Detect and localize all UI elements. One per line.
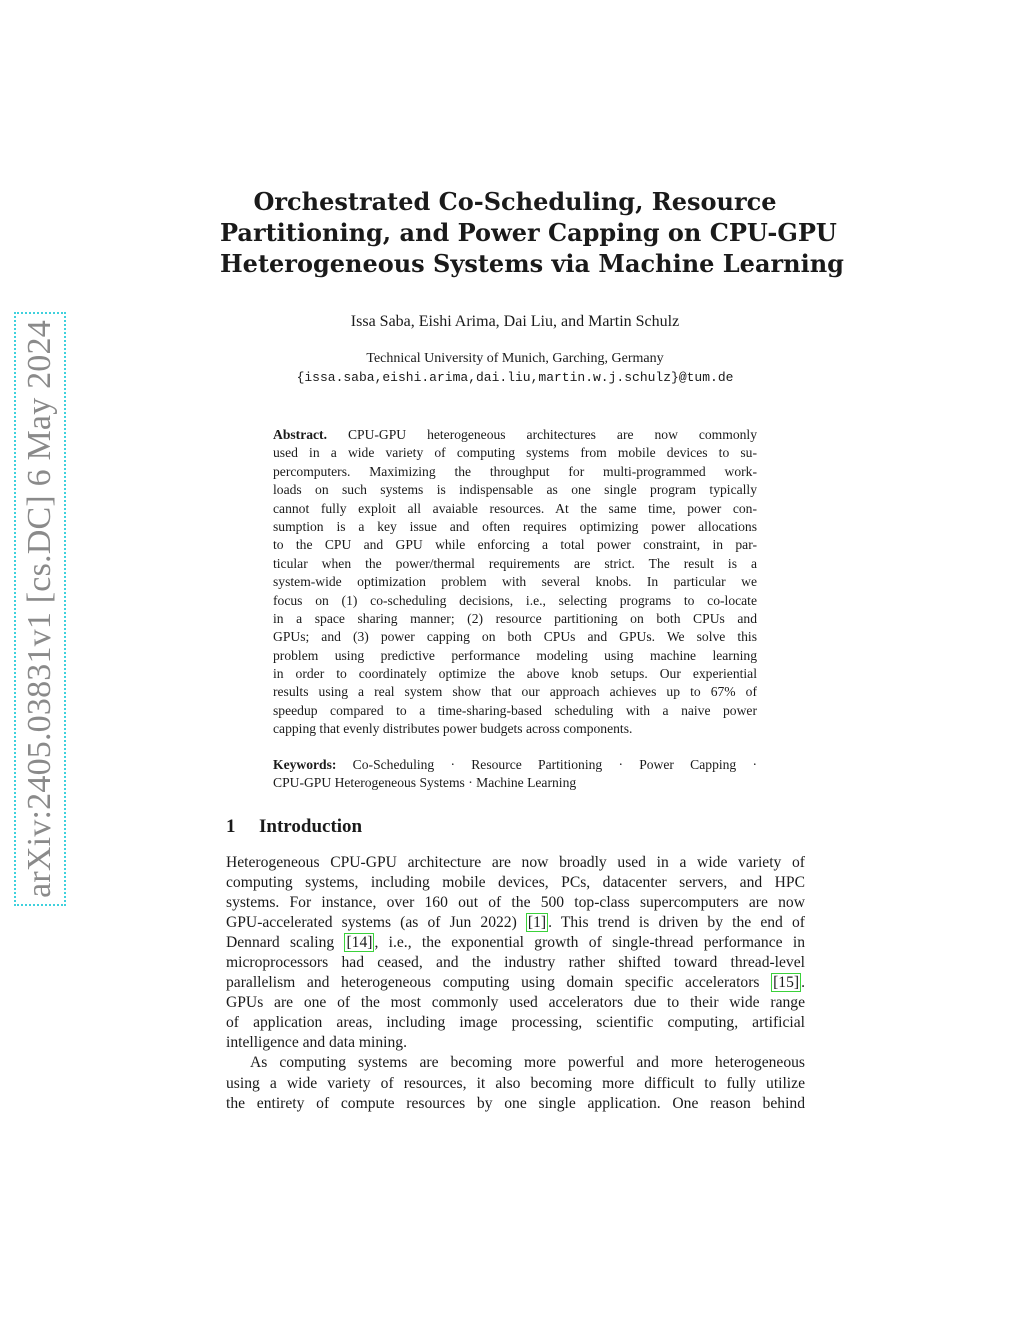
section-title: Introduction — [259, 816, 363, 837]
abstract-line: problem using predictive performance modeling using machine learning — [273, 647, 757, 663]
introduction-body — [226, 853, 805, 1114]
body-line: computing systems, including mobile devices, PCs, datacenter servers, and HPC — [226, 874, 805, 892]
arxiv-identifier[interactable]: arXiv:2405.03831v1 [cs.DC] 6 May 2024 — [21, 320, 58, 898]
abstract-line: system-wide optimization problem with several knobs. In particular we — [273, 574, 757, 590]
abstract-line — [273, 426, 757, 444]
author-list: Issa Saba, Eishi Arima, Dai Liu, and Martin Schulz — [350, 313, 680, 330]
body-text-fragment: , i.e., the exponential growth of single-thread performance in — [374, 934, 805, 952]
body-line: As computing systems are becoming more powerful and more heterogeneous — [250, 1054, 805, 1072]
section-heading-introduction — [226, 816, 362, 838]
affiliation-block — [220, 349, 810, 387]
citation-link[interactable]: [14] — [346, 934, 373, 952]
institution: Technical University of Munich, Garching, Germany — [366, 351, 664, 366]
abstract-line: in order to coordinately optimize the above knob setups. Our experiential — [273, 666, 757, 682]
keywords-line — [273, 756, 757, 774]
abstract-line: GPUs; and (3) power capping on both CPUs and GPUs. We solve this — [273, 629, 757, 645]
abstract — [273, 426, 757, 739]
body-line — [226, 913, 805, 933]
title-line: Heterogeneous Systems via Machine Learning — [220, 249, 844, 278]
body-line: intelligence and data mining. — [226, 1034, 408, 1052]
body-line: systems. For instance, over 160 out of the 500 top-class supercomputers are now — [226, 894, 805, 912]
citation-link[interactable]: [15] — [773, 974, 800, 992]
title-line: Orchestrated Co-Scheduling, Resource — [253, 187, 777, 216]
body-text-fragment: Dennard scaling — [226, 934, 345, 952]
abstract-line: speedup compared to a time-sharing-based scheduling with a naive power — [273, 702, 757, 718]
body-text-fragment: parallelism and heterogeneous computing using domain specific accelerators — [226, 974, 772, 992]
body-line: using a wide variety of resources, it also becoming more difficult to fully utilize — [226, 1074, 805, 1092]
abstract-line: in a space sharing manner; (2) resource partitioning on both CPUs and — [273, 610, 757, 626]
abstract-line: loads on such systems is indispensable as one single program typically — [273, 482, 757, 498]
abstract-line: sumption is a key issue and often requires optimizing power allocations — [273, 518, 757, 534]
abstract-text: CPU-GPU heterogeneous architectures are now commonly — [347, 427, 757, 442]
body-line: the entirety of compute resources by one single application. One reason behind — [226, 1094, 805, 1112]
abstract-label: Abstract. — [273, 427, 327, 442]
body-text-fragment: . This trend is driven by the end of — [548, 914, 805, 932]
body-line — [226, 933, 805, 953]
body-text-fragment: GPU-accelerated systems (as of Jun 2022) — [226, 914, 526, 932]
abstract-line: cannot fully exploit all avaiable resources. At the same time, power con- — [273, 500, 757, 516]
section-number: 1 — [226, 816, 236, 837]
title-line: Partitioning, and Power Capping on CPU-GPU — [220, 218, 837, 247]
abstract-line: focus on (1) co-scheduling decisions, i.e., selecting programs to co-locate — [273, 592, 757, 608]
keywords-label: Keywords: — [273, 757, 337, 772]
keywords-line: CPU-GPU Heterogeneous Systems · Machine Learning — [273, 775, 577, 791]
arxiv-stamp — [14, 312, 66, 906]
body-line: GPUs are one of the most commonly used accelerators due to their wide range — [226, 994, 805, 1012]
body-line: microprocessors had ceased, and the industry rather shifted toward thread-level — [226, 954, 805, 972]
body-text-fragment: . — [801, 974, 805, 992]
abstract-line: ticular when the power/thermal requirements are strict. The result is a — [273, 555, 757, 571]
author-emails: {issa.saba,eishi.arima,dai.liu,martin.w.j.schulz}@tum.de — [296, 370, 734, 385]
citation-link[interactable]: [1] — [527, 914, 547, 932]
keywords — [273, 756, 757, 793]
abstract-line: results using a real system show that our approach achieves up to 67% of — [273, 684, 757, 700]
body-line: of application areas, including image processing, scientific computing, artificial — [226, 1014, 805, 1032]
paper-title — [220, 186, 844, 279]
abstract-line: percomputers. Maximizing the throughput for multi-programmed work- — [273, 463, 757, 479]
body-line — [226, 973, 805, 993]
body-line: Heterogeneous CPU-GPU architecture are now broadly used in a wide variety of — [226, 854, 805, 871]
abstract-line: capping that evenly distributes power budgets across components. — [273, 721, 633, 737]
keywords-text: Co-Scheduling · Resource Partitioning · Power Capping · — [352, 757, 757, 772]
abstract-line: to the CPU and GPU while enforcing a total power constraint, in par- — [273, 537, 757, 553]
abstract-line: used in a wide variety of computing systems from mobile devices to su- — [273, 445, 757, 461]
